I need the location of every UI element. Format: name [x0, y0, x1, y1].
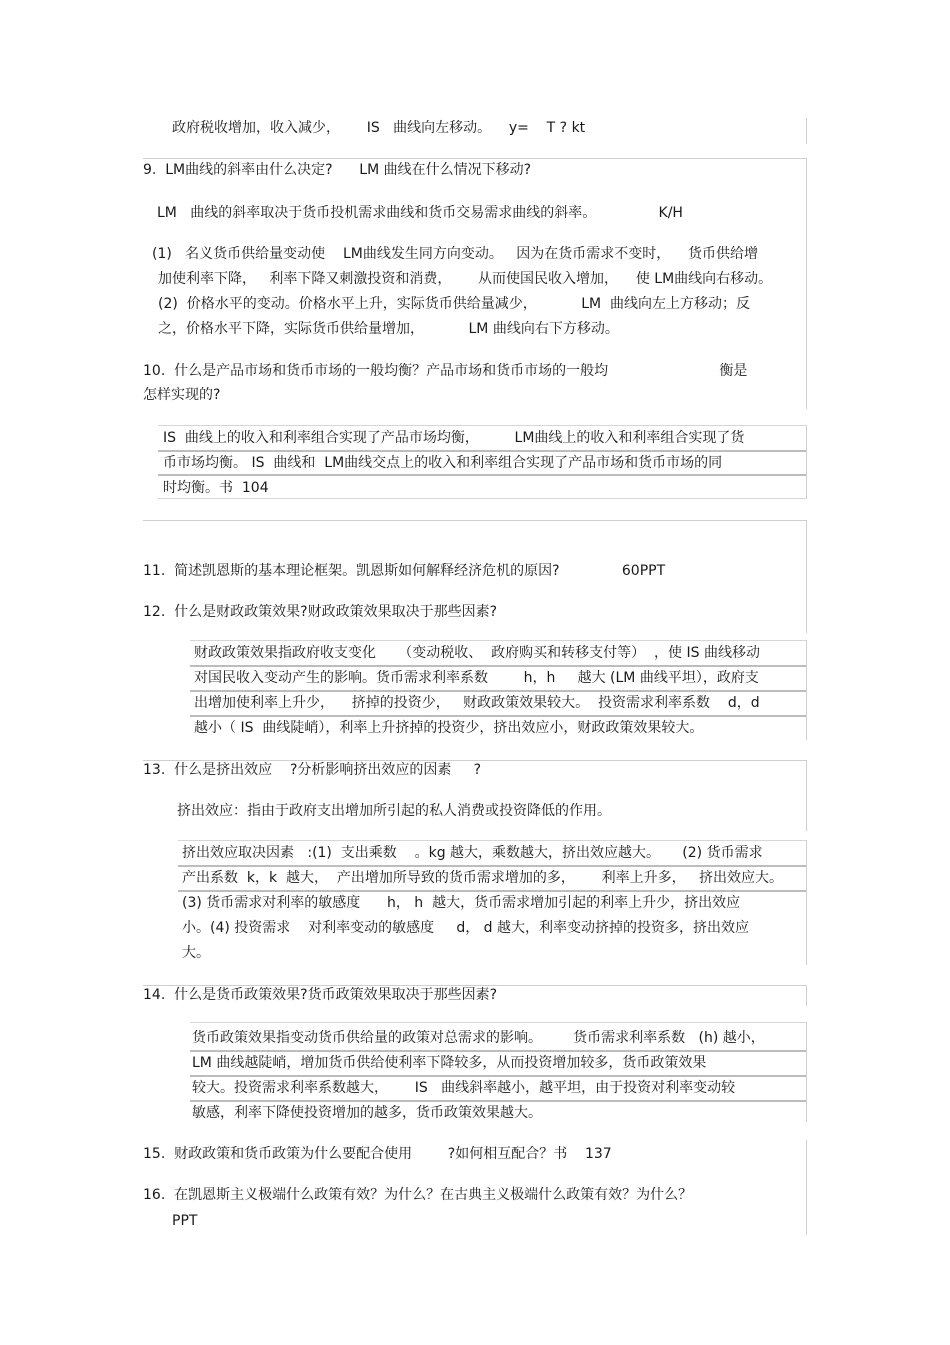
question-12: 12. 什么是财政政策效果?财政政策效果取决于那些因素?	[143, 604, 498, 620]
rule-a10-2	[158, 474, 806, 476]
answer-14-line-4: 敏感，利率下降使投资增加的越多，货币政策效果越大。	[192, 1105, 542, 1121]
question-13: 13. 什么是挤出效应 ?分析影响挤出效应的因素 ?	[143, 762, 482, 778]
rule-a14-1	[190, 1050, 806, 1052]
question-16-line-2: PPT	[172, 1213, 198, 1229]
question-15: 15. 财政政策和货币政策为什么要配合使用 ?如何相互配合？书 137	[143, 1146, 612, 1162]
question-14: 14. 什么是货币政策效果?货币政策效果取决于那些因素?	[143, 987, 498, 1003]
answer-13-definition: 挤出效应：指由于政府支出增加所引起的私人消费或投资降低的作用。	[177, 803, 611, 819]
answer-13-line-5: 大。	[182, 945, 210, 961]
answer-9-line-3: (2) 价格水平的变动。价格水平上升，实际货币供给量减少， LM 曲线向左上方移动；反	[158, 296, 751, 312]
rule-a12-top	[190, 640, 806, 641]
answer-9-line-4: 之，价格水平下降，实际货币供给量增加， LM 曲线向右下方移动。	[158, 321, 619, 337]
question-16-line-1: 16. 在凯恩斯主义极端什么政策有效？为什么？在古典主义极端什么政策有效？为什么？	[143, 1187, 693, 1203]
rule-a12-1	[190, 665, 806, 667]
rule-a14-top	[190, 1022, 806, 1023]
rule-a10-bottom	[158, 498, 806, 499]
answer-13-line-2: 产出系数 k，k 越大， 产出增加所导致的货币需求增加的多， 利率上升多， 挤出效应大。	[182, 870, 783, 886]
border-right	[806, 118, 807, 144]
answer-10-line-2: 币市场均衡。 IS 曲线和 LM曲线交点上的收入和利率组合实现了产品市场和货币市场的同	[163, 455, 723, 471]
answer-12-line-2: 对国民收入变动产生的影响。货币需求利率系数 h，h 越大 (LM 曲线平坦），政府支	[194, 670, 759, 686]
intro-line-1: 政府税收增加，收入减少， IS 曲线向左移动。 y= T ? kt	[172, 120, 586, 136]
rule-a13-2	[178, 890, 806, 892]
question-10-line-2: 怎样实现的?	[143, 387, 221, 403]
answer-14-line-1: 货币政策效果指变动货币供给量的政策对总需求的影响。 货币需求利率系数 (h) 越小，	[192, 1030, 765, 1046]
rule-a14-3	[190, 1100, 806, 1102]
answer-9-line-1: (1) 名义货币供给量变动使 LM曲线发生同方向变动。 因为在货币需求不变时， 货币供给增	[152, 246, 759, 262]
answer-14-line-2: LM 曲线越陡峭，增加货币供给使利率下降较多，从而投资增加较多，货币政策效果	[192, 1055, 707, 1071]
border-a13	[806, 840, 807, 965]
border-a10	[806, 425, 807, 499]
rule-a12-3	[190, 715, 806, 717]
answer-12-line-3: 出增加使利率上升少， 挤掉的投资少， 财政政策效果较大。 投资需求利率系数 d，d	[194, 695, 760, 711]
rule-a10-top	[158, 425, 806, 426]
answer-12-line-1: 财政政策效果指政府收支变化 （变动税收、 政府购买和转移支付等） ，使 IS 曲线移动	[194, 645, 760, 661]
answer-10-line-1: IS 曲线上的收入和利率组合实现了产品市场均衡， LM曲线上的收入和利率组合实现了货	[163, 430, 745, 446]
border-q16	[806, 1140, 807, 1235]
answer-12-line-4: 越小（ IS 曲线陡峭），利率上升挤掉的投资少，挤出效应小，财政政策效果较大。	[194, 720, 704, 736]
answer-9-slope: LM 曲线的斜率取决于货币投机需求曲线和货币交易需求曲线的斜率。 K/H	[157, 205, 683, 221]
answer-14-line-3: 较大。投资需求利率系数越大， IS 曲线斜率越小，越平坦，由于投资对利率变动较	[192, 1080, 736, 1096]
question-11: 11. 简述凯恩斯的基本理论框架。凯恩斯如何解释经济危机的原因? 60PPT	[143, 563, 666, 579]
rule-a10-1	[158, 450, 806, 452]
answer-13-line-1: 挤出效应取决因素 :(1) 支出乘数 。kg 越大，乘数越大，挤出效应越大。 (2) 货币需求	[182, 845, 763, 861]
border-a14	[806, 1022, 807, 1122]
rule-a13-1	[178, 865, 806, 867]
answer-13-line-3: (3) 货币需求对利率的敏感度 h， h 越大，货币需求增加引起的利率上升少，挤出效应	[182, 895, 741, 911]
rule-a12-2	[190, 690, 806, 692]
answer-9-line-2: 加使利率下降， 利率下降又刺激投资和消费， 从而使国民收入增加， 使 LM曲线向右移动。	[158, 271, 773, 287]
answer-13-line-4: 小。(4) 投资需求 对利率变动的敏感度 d， d 越大，利率变动挤掉的投资多，挤出效应	[182, 920, 750, 936]
question-9: 9. LM曲线的斜率由什么决定? LM 曲线在什么情况下移动?	[143, 162, 532, 178]
rule-a13-top	[178, 840, 806, 841]
answer-10-line-3: 时均衡。书 104	[163, 480, 269, 496]
rule-a14-2	[190, 1075, 806, 1077]
question-10-line-1: 10. 什么是产品市场和货币市场的一般均衡？产品市场和货币市场的一般均 衡是	[143, 363, 748, 379]
border-a12	[806, 640, 807, 740]
